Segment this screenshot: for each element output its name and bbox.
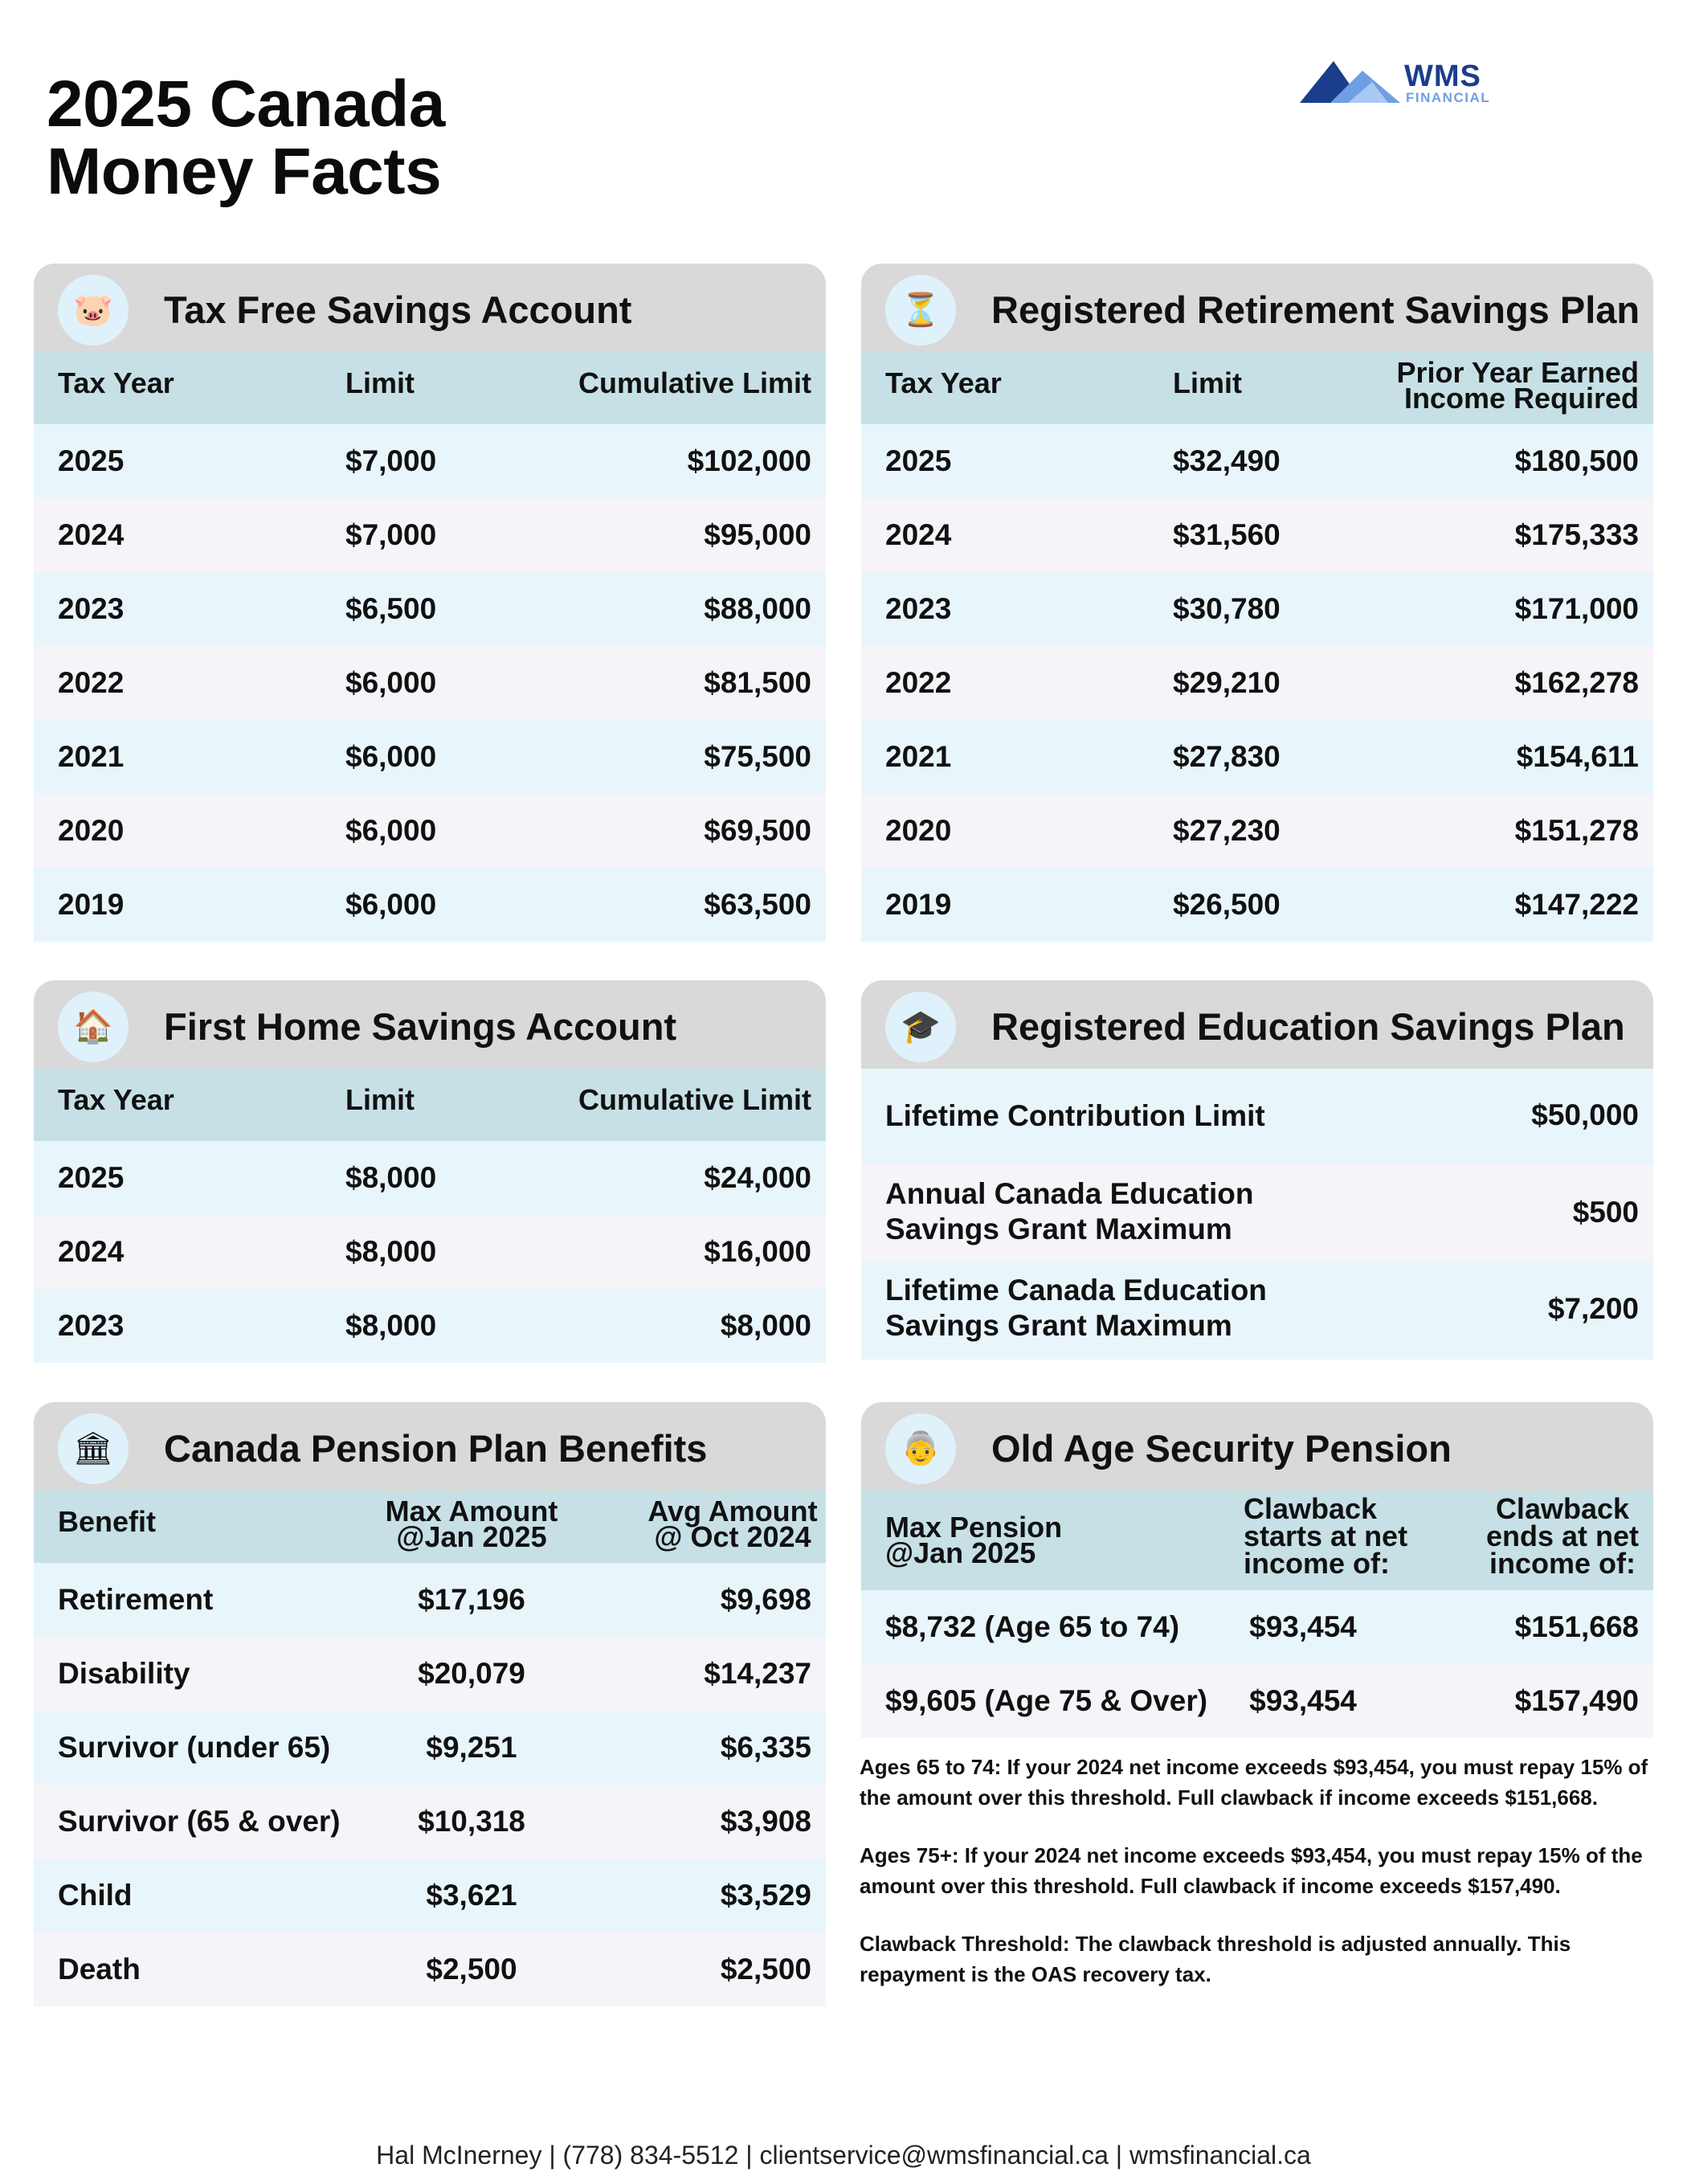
table-cell: $17,196 (418, 1583, 525, 1616)
table-cell: 2022 (885, 666, 952, 699)
table-row (34, 1563, 826, 1637)
table-cell: $63,500 (704, 888, 811, 921)
wms-logo (1300, 58, 1509, 108)
table-row (34, 1215, 826, 1289)
table-row (861, 794, 1653, 868)
fhsa-card (34, 980, 826, 1363)
piggy-bank-icon: 🐷 (58, 275, 129, 346)
resp-row-label (885, 1176, 1253, 1247)
fhsa-title: First Home Savings Account (164, 1005, 677, 1048)
table-row (861, 720, 1653, 794)
rrsp-title: Registered Retirement Savings Plan (991, 288, 1640, 331)
resp-row-label-line: Savings Grant Maximum (885, 1213, 1232, 1245)
column-header (885, 1511, 1063, 1569)
column-header-line: income of: (1489, 1547, 1636, 1580)
table-cell: $151,278 (1514, 814, 1639, 847)
table-cell: $102,000 (687, 444, 811, 477)
table-cell: $3,908 (720, 1805, 811, 1838)
mountain-logo-icon (1300, 58, 1400, 103)
table-cell: 2024 (58, 1235, 125, 1268)
table-cell: 2019 (885, 888, 952, 921)
column-header: Limit (345, 366, 415, 399)
page-title-line-2: Money Facts (47, 135, 442, 208)
table-row (34, 1637, 826, 1711)
table-cell: $171,000 (1514, 592, 1639, 625)
table-cell: $9,605 (Age 75 & Over) (885, 1684, 1208, 1717)
table-row (34, 1711, 826, 1785)
table-cell: $27,230 (1173, 814, 1281, 847)
cpp-card (34, 1402, 826, 2006)
page-title (47, 67, 445, 208)
table-cell: Disability (58, 1657, 190, 1690)
table-cell: $157,490 (1514, 1684, 1639, 1717)
column-header-line: Avg Amount (647, 1495, 818, 1528)
oas-note: Clawback Threshold: The clawback threshold is adjusted annually. This repayment is the OAS recovery tax. (860, 1932, 1571, 1986)
table-cell: $14,237 (704, 1657, 811, 1690)
table-row (34, 1141, 826, 1215)
table-cell: 2025 (58, 444, 125, 477)
table-cell: $95,000 (704, 518, 811, 551)
table-cell: $30,780 (1173, 592, 1281, 625)
graduation-cap-icon: 🎓 (885, 992, 956, 1062)
table-cell: $32,490 (1173, 444, 1281, 477)
table-cell: Survivor (65 & over) (58, 1805, 341, 1838)
table-row (861, 868, 1653, 942)
column-header-line: Clawback (1244, 1492, 1378, 1525)
table-cell: 2024 (58, 518, 125, 551)
table-cell: $151,668 (1514, 1610, 1639, 1643)
resp-card (861, 980, 1653, 1360)
table-cell: $175,333 (1514, 518, 1639, 551)
rrsp-table-body (861, 424, 1653, 942)
oas-notes (860, 1752, 1655, 2017)
table-cell: 2025 (58, 1161, 125, 1194)
tfsa-title: Tax Free Savings Account (164, 288, 632, 331)
table-cell: $27,830 (1173, 740, 1281, 773)
column-header: Cumulative Limit (578, 1083, 811, 1116)
table-cell: $26,500 (1173, 888, 1281, 921)
table-cell: $3,529 (720, 1879, 811, 1912)
column-header (612, 1495, 853, 1553)
tfsa-card (34, 264, 826, 942)
resp-row-label: Lifetime Contribution Limit (885, 1099, 1265, 1132)
table-row (34, 572, 826, 646)
table-cell: Retirement (58, 1583, 214, 1616)
oas-card (861, 1402, 1653, 1738)
oas-table-body (861, 1590, 1653, 1738)
rrsp-header (861, 264, 1653, 352)
resp-title: Registered Education Savings Plan (991, 1005, 1625, 1048)
fhsa-column-headers (34, 1069, 826, 1141)
table-cell: $88,000 (704, 592, 811, 625)
table-cell: $20,079 (418, 1657, 525, 1690)
column-header (1244, 1492, 1408, 1580)
rrsp-card (861, 264, 1653, 942)
table-cell: Survivor (under 65) (58, 1731, 331, 1764)
table-cell: $29,210 (1173, 666, 1281, 699)
tfsa-column-headers (34, 352, 826, 424)
logo-subtitle: FINANCIAL (1406, 90, 1491, 105)
resp-row-label-line: Lifetime Canada Education (885, 1274, 1267, 1307)
table-cell: $16,000 (704, 1235, 811, 1268)
cpp-header (34, 1402, 826, 1491)
table-cell: $9,251 (426, 1731, 517, 1764)
column-header (1485, 1492, 1639, 1580)
resp-row-value: $7,200 (1547, 1292, 1639, 1325)
column-header: Benefit (58, 1505, 157, 1538)
table-cell: 2020 (885, 814, 952, 847)
tfsa-header (34, 264, 826, 352)
table-cell: $7,000 (345, 518, 437, 551)
elderly-couple-icon: 👵 (885, 1413, 956, 1484)
column-header-line: Prior Year Earned (1396, 356, 1639, 389)
oas-column-headers (861, 1491, 1653, 1590)
table-row (861, 572, 1653, 646)
table-cell: $8,000 (345, 1309, 437, 1342)
resp-row (861, 1164, 1653, 1262)
footer-contact: Hal McInerney | (778) 834-5512 | clientservice@wmsfinancial.ca | wmsfinancial.ca (376, 2141, 1311, 2170)
table-cell: $6,000 (345, 666, 437, 699)
table-cell: $8,000 (345, 1235, 437, 1268)
table-row (34, 720, 826, 794)
resp-row-label-line: Annual Canada Education (885, 1177, 1254, 1210)
table-row (861, 498, 1653, 572)
resp-row-label (885, 1273, 1267, 1344)
column-header: Limit (345, 1083, 415, 1116)
table-cell: $6,000 (345, 814, 437, 847)
fhsa-table-body (34, 1141, 826, 1363)
resp-header (861, 980, 1653, 1069)
bank-building-icon: 🏛 (58, 1413, 129, 1484)
table-row (861, 646, 1653, 720)
house-icon: 🏠 (58, 992, 129, 1062)
resp-row-value: $50,000 (1531, 1098, 1639, 1131)
table-row (34, 498, 826, 572)
tfsa-table-body (34, 424, 826, 942)
table-cell: $8,000 (345, 1161, 437, 1194)
table-row (34, 1859, 826, 1932)
column-header: Tax Year (58, 1083, 174, 1116)
table-row (861, 1590, 1653, 1664)
table-cell: $93,454 (1249, 1684, 1357, 1717)
table-cell: $6,500 (345, 592, 437, 625)
column-header: Tax Year (58, 366, 174, 399)
table-cell: $75,500 (704, 740, 811, 773)
table-row (34, 424, 826, 498)
table-cell: $2,500 (720, 1953, 811, 1986)
resp-row-label-line: Savings Grant Maximum (885, 1309, 1232, 1342)
page-title-line-1: 2025 Canada (47, 67, 445, 141)
table-cell: $154,611 (1516, 740, 1639, 773)
table-cell: $8,732 (Age 65 to 74) (885, 1610, 1180, 1643)
table-cell: $2,500 (426, 1953, 517, 1986)
table-row (34, 646, 826, 720)
column-header (351, 1495, 592, 1553)
column-header-line: Max Pension (885, 1511, 1063, 1544)
table-cell: $9,698 (720, 1583, 811, 1616)
table-cell: 2025 (885, 444, 952, 477)
table-cell: $147,222 (1514, 888, 1639, 921)
resp-row (861, 1262, 1653, 1360)
table-cell: 2024 (885, 518, 952, 551)
table-row (34, 1289, 826, 1363)
oas-note: Ages 65 to 74: If your 2024 net income exceeds $93,454, you must repay 15% of the amount over this threshold. Full clawback if income exceeds $151,668. (860, 1755, 1648, 1810)
column-header-line: starts at net (1244, 1519, 1408, 1552)
column-header-line: Max Amount (385, 1495, 558, 1528)
column-header-line: @Jan 2025 (885, 1536, 1036, 1569)
resp-row-value: $500 (1572, 1196, 1639, 1229)
rrsp-column-headers (861, 352, 1653, 424)
hourglass-money-icon: ⏳ (885, 275, 956, 346)
column-header-line: Income Required (1403, 382, 1639, 415)
table-cell: Death (58, 1953, 141, 1986)
table-cell: $93,454 (1249, 1610, 1357, 1643)
table-cell: 2020 (58, 814, 125, 847)
table-row (861, 1664, 1653, 1738)
oas-title: Old Age Security Pension (991, 1427, 1452, 1470)
table-row (34, 794, 826, 868)
column-header: Limit (1173, 366, 1242, 399)
table-cell: $24,000 (704, 1161, 811, 1194)
table-cell: Child (58, 1879, 133, 1912)
table-cell: $3,621 (426, 1879, 517, 1912)
table-row (34, 868, 826, 942)
column-header-line: @Jan 2025 (396, 1520, 547, 1553)
table-cell: $81,500 (704, 666, 811, 699)
table-cell: 2023 (58, 1309, 125, 1342)
cpp-table-body (34, 1563, 826, 2006)
table-cell: $180,500 (1514, 444, 1639, 477)
table-cell: 2023 (58, 592, 125, 625)
table-cell: 2021 (885, 740, 952, 773)
table-cell: $6,335 (720, 1731, 811, 1764)
column-header: Tax Year (885, 366, 1002, 399)
table-cell: $6,000 (345, 740, 437, 773)
table-cell: $10,318 (418, 1805, 525, 1838)
cpp-column-headers (34, 1491, 826, 1563)
table-row (34, 1932, 826, 2006)
table-cell: $6,000 (345, 888, 437, 921)
column-header-line: income of: (1244, 1547, 1391, 1580)
column-header (1396, 356, 1640, 415)
table-cell: $8,000 (720, 1309, 811, 1342)
column-header-line: @ Oct 2024 (654, 1520, 811, 1553)
cpp-title: Canada Pension Plan Benefits (164, 1427, 708, 1470)
table-cell: 2023 (885, 592, 952, 625)
resp-row (861, 1069, 1653, 1164)
column-header-line: Clawback (1495, 1492, 1630, 1525)
table-cell: $162,278 (1514, 666, 1639, 699)
table-cell: 2019 (58, 888, 125, 921)
table-cell: 2022 (58, 666, 125, 699)
table-cell: $31,560 (1173, 518, 1281, 551)
table-cell: 2021 (58, 740, 125, 773)
oas-note: Ages 75+: If your 2024 net income exceeds $93,454, you must repay 15% of the amount over this threshold. Full clawback if income exceeds $157,490. (860, 1843, 1643, 1898)
table-cell: $7,000 (345, 444, 437, 477)
column-header: Cumulative Limit (578, 366, 811, 399)
column-header-line: ends at net (1485, 1519, 1639, 1552)
logo-wordmark: WMS (1404, 59, 1481, 93)
oas-header (861, 1402, 1653, 1491)
table-row (861, 424, 1653, 498)
table-cell: $69,500 (704, 814, 811, 847)
fhsa-header (34, 980, 826, 1069)
table-row (34, 1785, 826, 1859)
